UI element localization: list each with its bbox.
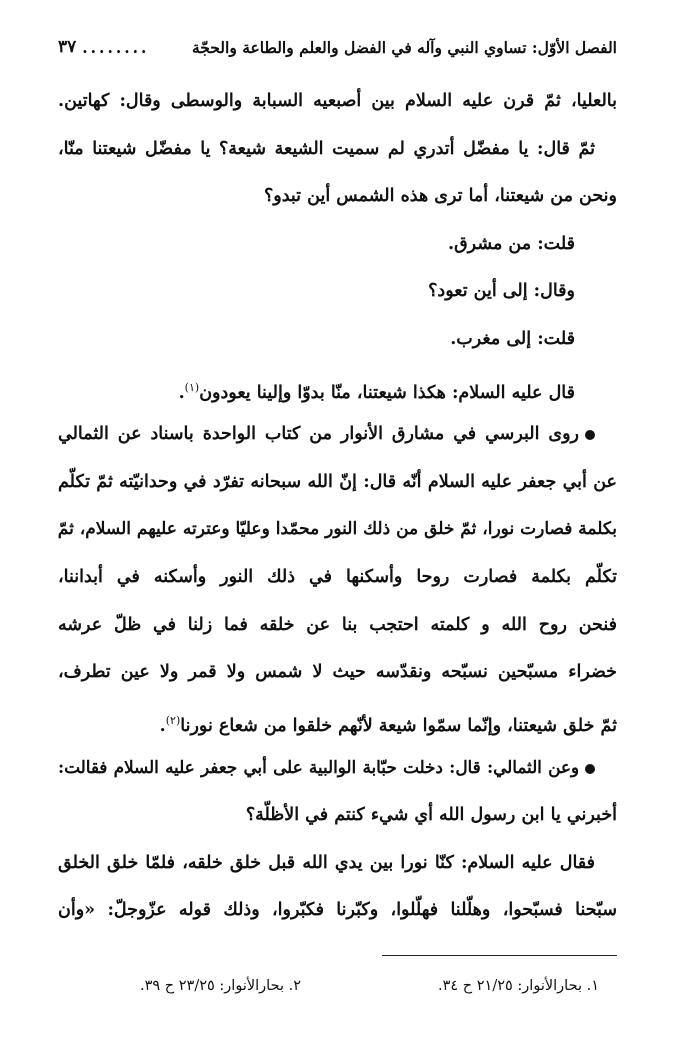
text-line: فنحن روح الله و كلمته احتجب بنا عن خلقه فما زلنا في ظلّ عرشه bbox=[58, 614, 617, 635]
leader-dots: ........ bbox=[82, 37, 150, 57]
chapter-title: الفصل الأوّل: تساوي النبي وآله في الفضل والعلم والطاعة والحجّة bbox=[191, 37, 617, 57]
text-line: تكلّم بكلمة فصارت روحا وأسكنها في ذلك النور وأسكنه في أبداننا، bbox=[58, 566, 617, 587]
text-line: بكلمة فصارت نورا، ثمّ خلق من ذلك النور محمّدا وعليّا وعترته عليهم السلام، ثمّ bbox=[58, 519, 617, 540]
text-line: عن أبي جعفر عليه السلام أنّه قال: إنّ الله سبحانه تفرّد في وحدانيّته ثمّ تكلّم bbox=[58, 471, 617, 492]
text-line: قلت: من مشرق. bbox=[448, 233, 575, 254]
text-line: أخبرني يا ابن رسول الله أي شيء كنتم في الأظلّة؟ bbox=[245, 804, 617, 825]
footnote-ref-2: (٢) bbox=[165, 713, 181, 727]
text-line bbox=[58, 697, 617, 745]
period: . bbox=[178, 382, 185, 403]
text-line: وقال: إلى أين تعود؟ bbox=[428, 281, 575, 302]
footnotes bbox=[140, 978, 599, 994]
page-number: ٣٧ bbox=[58, 37, 77, 57]
bullet-icon bbox=[585, 764, 595, 774]
footnote-2: ٢. بحارالأنوار: ٢٣/٢٥ ح ٣٩. bbox=[140, 978, 301, 994]
text-line: فقال عليه السلام: كنّا نورا بين يدي الله قبل خلق خلقه، فلمّا خلق الخلق bbox=[58, 852, 595, 873]
text-line: بالعليا، ثمّ قرن عليه السلام بين أصبعيه السبابة والوسطى وقال: كهاتين. bbox=[58, 91, 617, 111]
text-line: سبّحنا فسبّحوا، وهلّلنا فهلّلوا، وكبّرنا فكبّروا، وذلك قوله عزّوجلّ: «وأن bbox=[58, 900, 617, 921]
period: . bbox=[159, 715, 166, 736]
text-line: ونحن من شيعتنا، أما ترى هذه الشمس أين تبدو؟ bbox=[263, 186, 617, 207]
text-line: ثمّ قال: يا مفضّل أتدري لم سميت الشيعة شيعة؟ يا مفضّل شيعتنا منّا، bbox=[58, 138, 595, 159]
line-text: ثمّ خلق شيعتنا، وإنّما سمّوا شيعة لأنّهم خلقوا من شعاع نورنا bbox=[180, 715, 617, 736]
text-line: خضراء مسبّحين نسبّحه ونقدّسه حيث لا شمس ولا قمر ولا عين تطرف، bbox=[58, 662, 617, 683]
text-line: قلت: إلى مغرب. bbox=[450, 328, 575, 349]
line-text: قال عليه السلام: هكذا شيعتنا، منّا بدوّا وإلينا يعودون bbox=[199, 382, 575, 403]
line-text: روى البرسي في مشارق الأنوار من كتاب الواحدة باسناد عن الثمالي bbox=[58, 424, 579, 445]
text-line bbox=[58, 411, 617, 459]
footnote-ref-1: (١) bbox=[184, 380, 200, 394]
bullet-icon bbox=[585, 430, 595, 440]
line-text: وعن الثمالي: قال: دخلت حبّابة الوالبية على أبي جعفر عليه السلام فقالت: bbox=[58, 757, 579, 778]
footnote-1: ١. بحارالأنوار: ٢١/٢٥ ح ٣٤. bbox=[438, 978, 599, 994]
body-text bbox=[58, 78, 617, 935]
footnote-divider bbox=[382, 955, 617, 956]
running-header bbox=[58, 32, 617, 62]
text-line bbox=[58, 364, 617, 412]
text-line bbox=[58, 744, 617, 792]
